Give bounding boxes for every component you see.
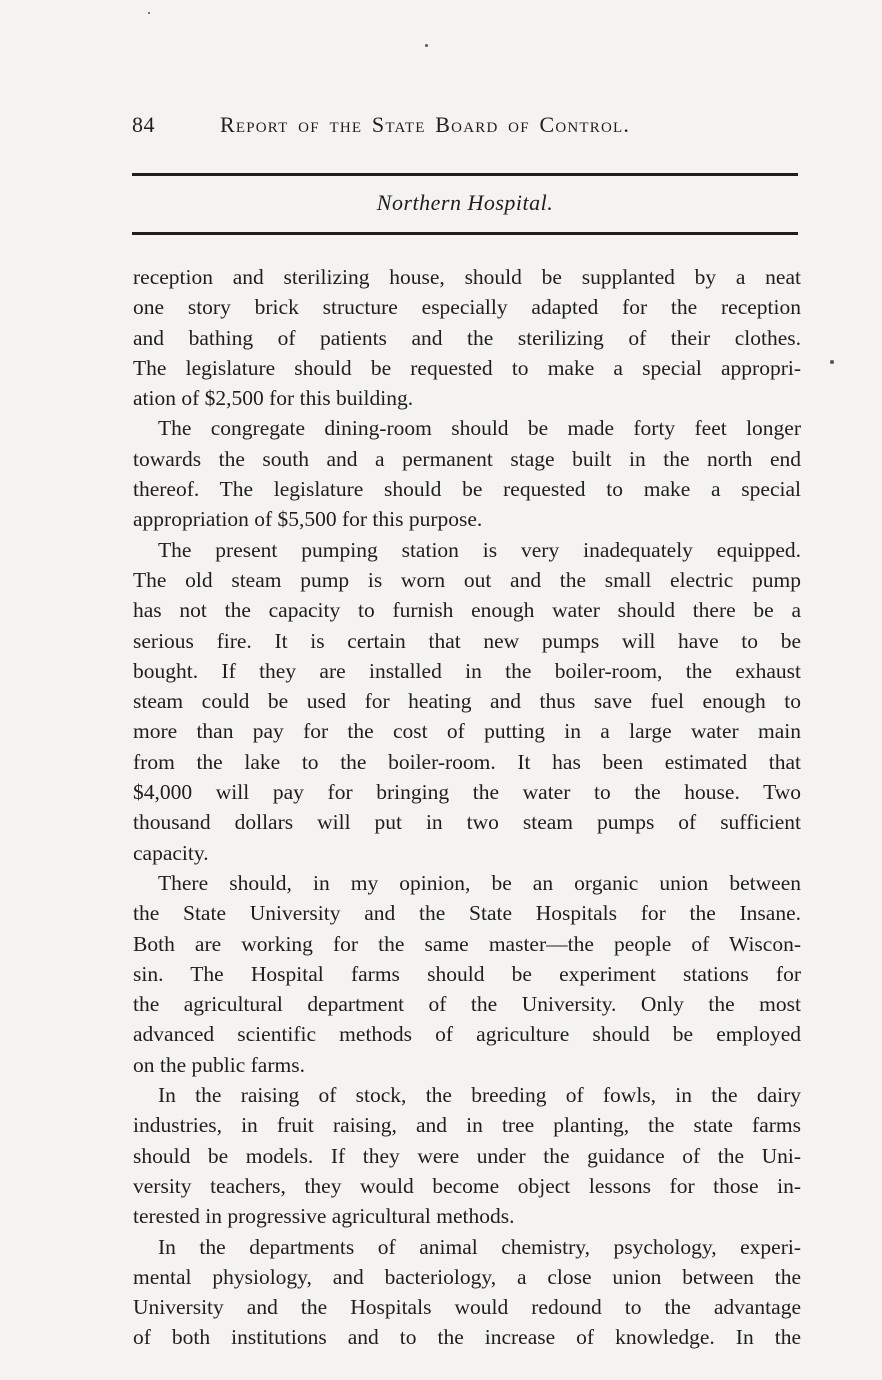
text-line: Both are working for the same master—the people of Wiscon- (133, 931, 801, 956)
text-line: In the raising of stock, the breeding of fowls, in the dairy (158, 1083, 801, 1108)
running-head (132, 112, 802, 144)
text-line: The old steam pump is worn out and the small electric pump (133, 567, 801, 592)
text-line: The legislature should be requested to make a special appropri- (133, 355, 801, 380)
text-line: ation of $2,500 for this building. (133, 386, 414, 411)
header-rule-top (132, 173, 798, 176)
paragraph-3 (133, 535, 801, 868)
text-line: the agricultural department of the University. Only the most (133, 992, 801, 1017)
section-title: Northern Hospital. (376, 190, 554, 215)
text-line: more than pay for the cost of putting in a large water main (133, 719, 801, 744)
paragraph-6 (133, 1232, 801, 1353)
text-line: versity teachers, they would become object lessons for those in- (133, 1173, 801, 1198)
text-line: and bathing of patients and the sterilizing of their clothes. (133, 325, 801, 350)
text-line: on the public farms. (133, 1052, 305, 1077)
report-title: Report of the State Board of Control. (220, 112, 631, 137)
header-rule-bottom (132, 232, 798, 235)
text-line: of both institutions and to the increase of knowledge. In the (133, 1325, 801, 1350)
text-line: In the departments of animal chemistry, psychology, experi- (158, 1234, 801, 1259)
text-line: The congregate dining-room should be made forty feet longer (158, 416, 801, 441)
text-line: steam could be used for heating and thus save fuel enough to (133, 689, 801, 714)
text-line: serious fire. It is certain that new pumps will have to be (133, 628, 801, 653)
scan-speck (830, 360, 834, 364)
text-line: $4,000 will pay for bringing the water to the house. Two (133, 780, 801, 805)
paragraph-5 (133, 1080, 801, 1231)
text-line: capacity. (133, 840, 209, 865)
text-line: should be models. If they were under the guidance of the Uni- (133, 1143, 801, 1168)
paragraph-1 (133, 262, 801, 413)
text-line: University and the Hospitals would redound to the advantage (133, 1295, 801, 1320)
text-line: industries, in fruit raising, and in tree planting, the state farms (133, 1113, 801, 1138)
body-text (133, 262, 801, 1353)
text-line: towards the south and a permanent stage built in the north end (133, 446, 801, 471)
text-line: thereof. The legislature should be requested to make a special (133, 477, 801, 502)
scan-speck (425, 44, 428, 47)
text-line: reception and sterilizing house, should be supplanted by a neat (133, 265, 801, 289)
text-line: terested in progressive agricultural methods. (133, 1204, 515, 1229)
text-line: one story brick structure especially adapted for the reception (133, 295, 801, 320)
text-line: the State University and the State Hospitals for the Insane. (133, 901, 801, 926)
text-line: appropriation of $5,500 for this purpose. (133, 507, 483, 532)
paragraph-2 (133, 413, 801, 534)
paragraph-4 (133, 868, 801, 1080)
page-number: 84 (132, 112, 155, 137)
text-line: There should, in my opinion, be an organic union between (158, 870, 801, 895)
text-line: thousand dollars will put in two steam pumps of sufficient (133, 810, 801, 835)
text-line: has not the capacity to furnish enough water should there be a (133, 598, 801, 623)
text-line: from the lake to the boiler-room. It has been estimated that (133, 749, 801, 774)
text-line: sin. The Hospital farms should be experiment stations for (133, 961, 801, 986)
scan-speck (148, 12, 150, 14)
text-line: The present pumping station is very inadequately equipped. (158, 537, 801, 562)
text-line: advanced scientific methods of agriculture should be employed (133, 1022, 801, 1047)
text-line: bought. If they are installed in the boiler-room, the exhaust (133, 658, 801, 683)
text-line: mental physiology, and bacteriology, a close union between the (133, 1264, 801, 1289)
